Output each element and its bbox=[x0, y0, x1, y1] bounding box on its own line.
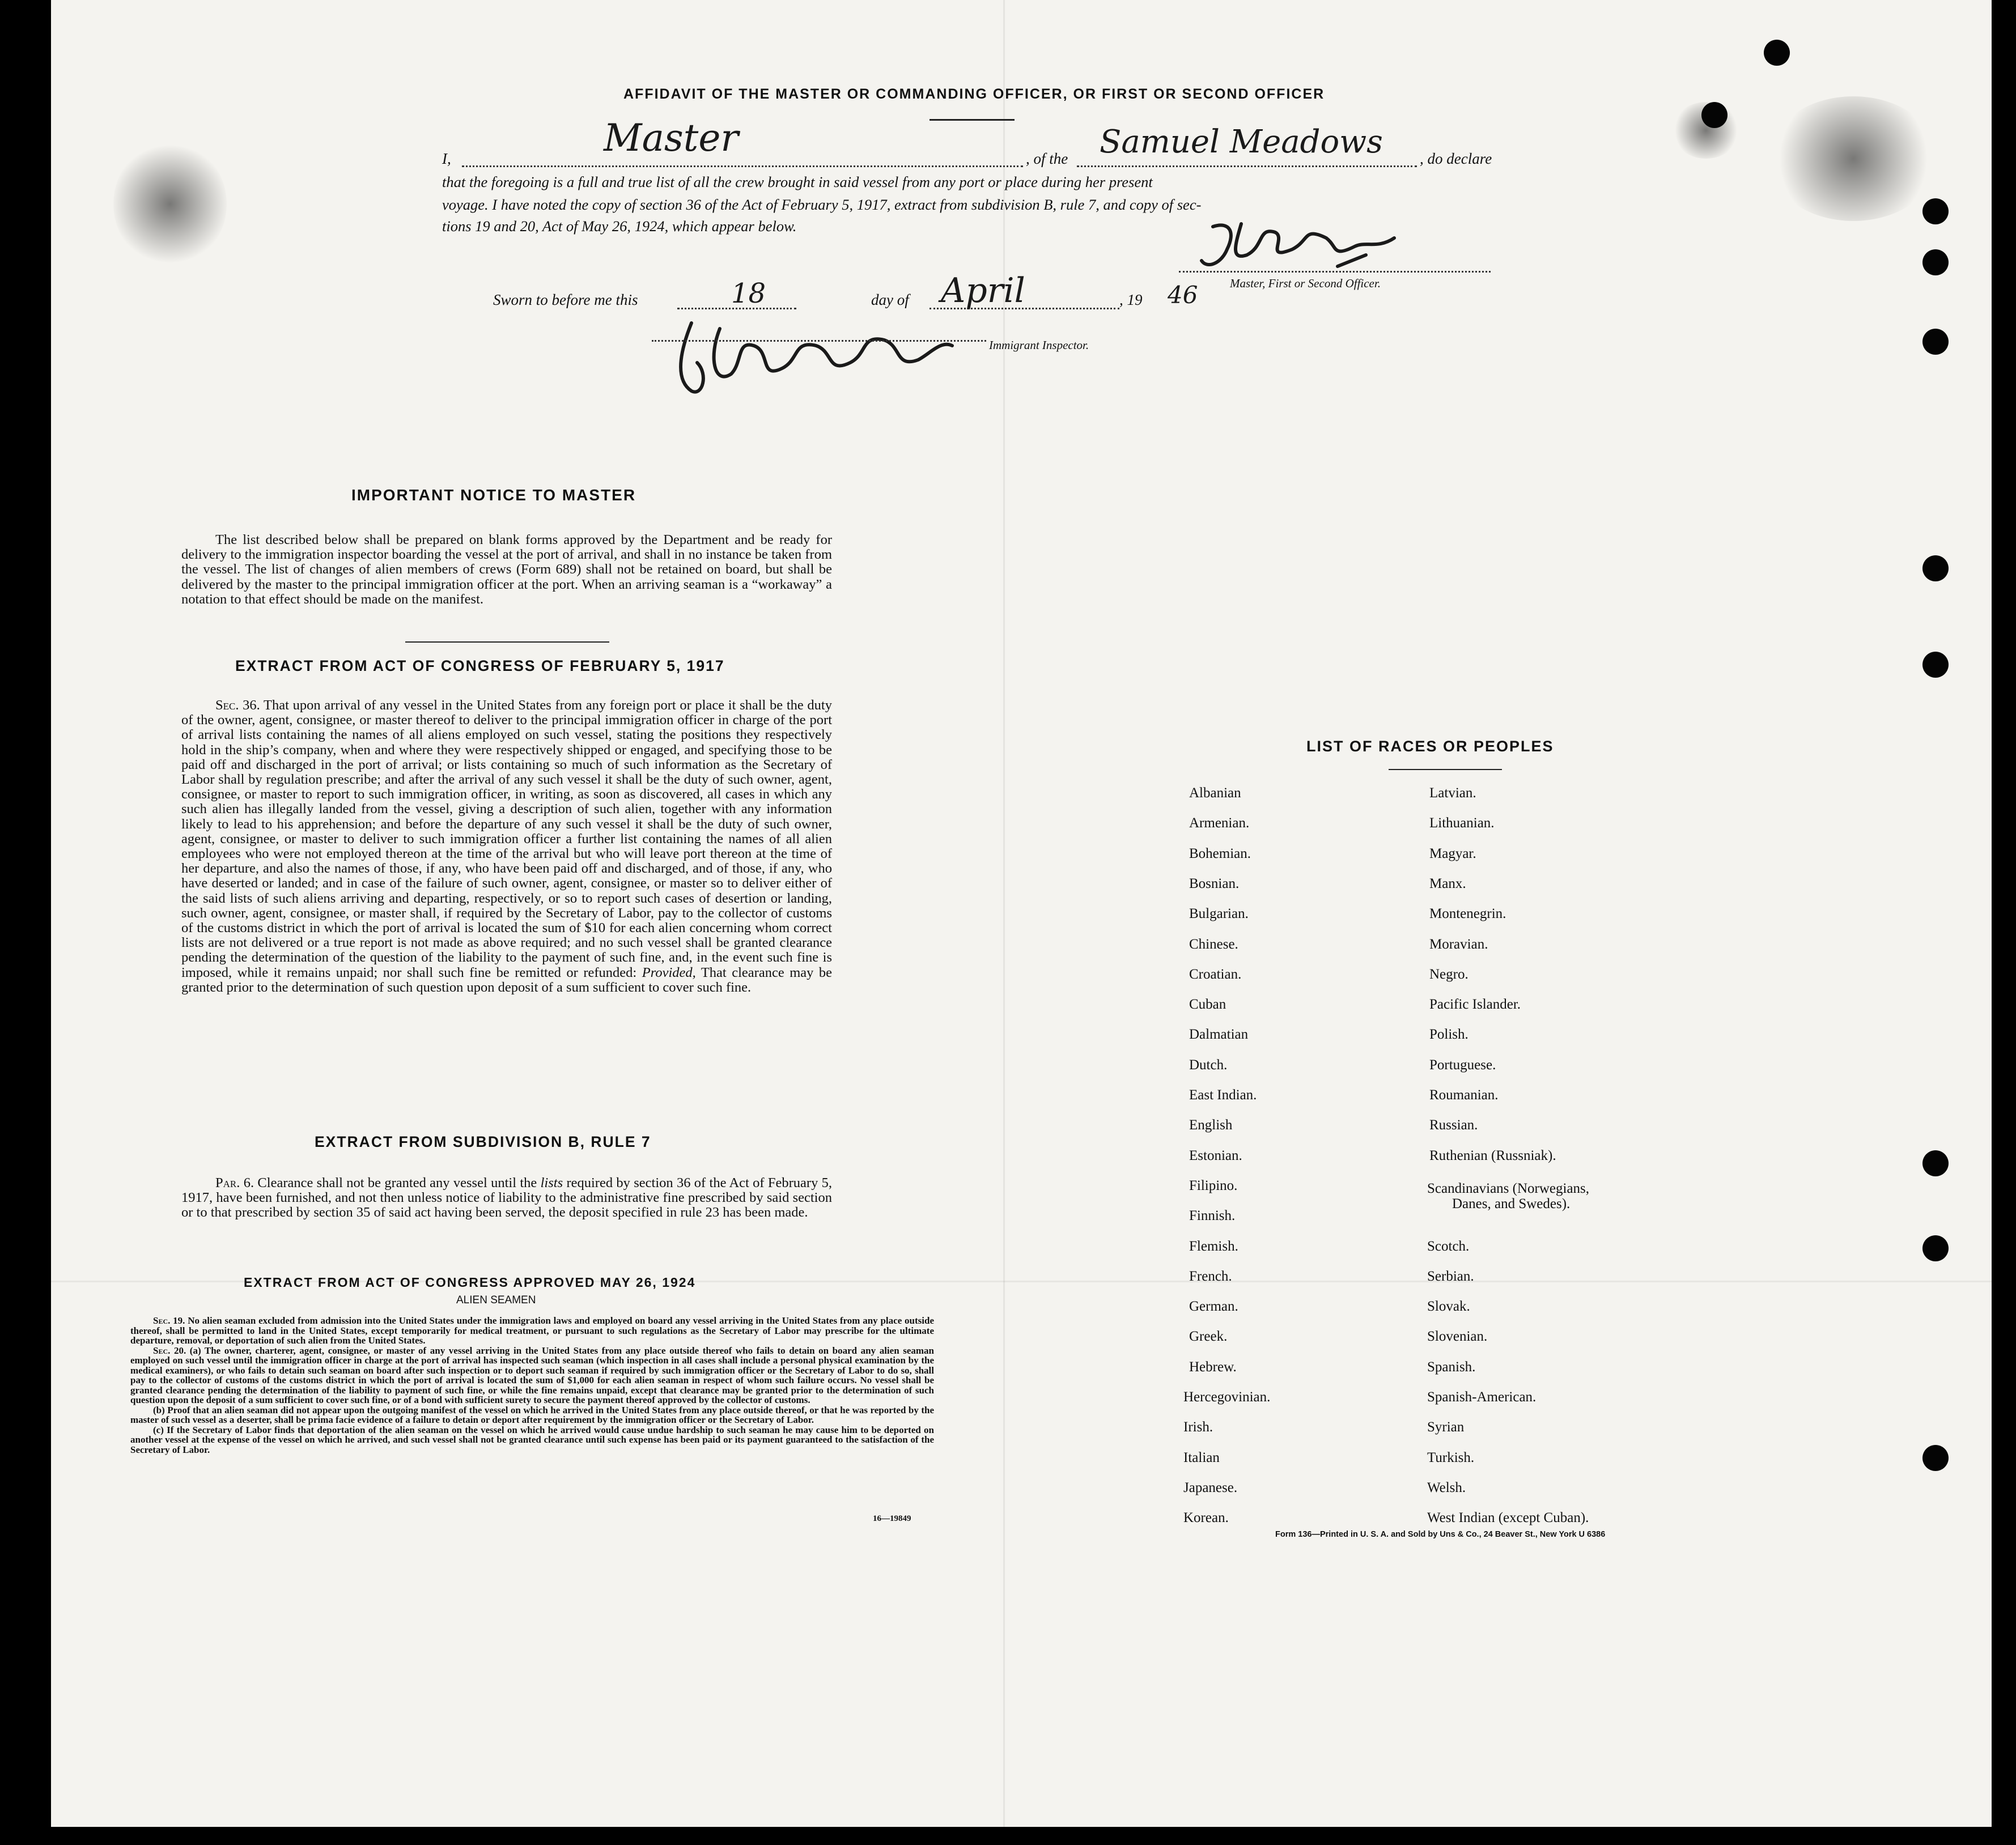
inspector-caption: Immigrant Inspector. bbox=[989, 338, 1089, 352]
race-item-right: Montenegrin. bbox=[1429, 906, 1506, 922]
master-signature-line bbox=[1179, 271, 1491, 273]
inspector-signature-line bbox=[652, 340, 986, 342]
races-rule bbox=[1389, 769, 1502, 770]
race-item-right: Slovak. bbox=[1427, 1299, 1470, 1315]
extract-1917-title: EXTRACT FROM ACT OF CONGRESS OF FEBRUARY 5, 1917 bbox=[235, 657, 725, 674]
race-item-left: French. bbox=[1189, 1268, 1232, 1284]
races-title: LIST OF RACES OR PEOPLES bbox=[1306, 738, 1554, 755]
race-item-right: Welsh. bbox=[1427, 1480, 1466, 1495]
race-item-left: Hercegovinian. bbox=[1183, 1389, 1271, 1405]
punch-hole bbox=[1922, 329, 1949, 355]
race-item-right: Lithuanian. bbox=[1429, 815, 1495, 831]
affidavit-line-4: tions 19 and 20, Act of May 26, 1924, which appear below. bbox=[442, 218, 797, 235]
race-item-left: Chinese. bbox=[1189, 936, 1238, 952]
race-item-left: German. bbox=[1189, 1299, 1238, 1315]
race-item-right: Moravian. bbox=[1429, 936, 1488, 952]
race-item-left: Cuban bbox=[1189, 997, 1226, 1013]
of-the-label: , of the bbox=[1026, 150, 1068, 167]
section-rule bbox=[405, 641, 609, 643]
race-item-left: Croatian. bbox=[1189, 966, 1242, 982]
race-item-left: Dutch. bbox=[1189, 1057, 1228, 1073]
punch-hole bbox=[1922, 652, 1949, 678]
race-item-left: Armenian. bbox=[1189, 815, 1250, 831]
race-item-left: Bulgarian. bbox=[1189, 906, 1249, 922]
race-item-right: Turkish. bbox=[1427, 1449, 1475, 1465]
race-item-right: Slovenian. bbox=[1427, 1329, 1488, 1345]
affidavit-title: AFFIDAVIT OF THE MASTER OR COMMANDING OFFICER, OR FIRST OR SECOND OFFICER bbox=[623, 86, 1325, 102]
punch-hole bbox=[1701, 102, 1728, 128]
month-handwritten: April bbox=[941, 271, 1025, 311]
year-prefix: , 19 bbox=[1119, 291, 1143, 308]
affidavit-line-3: voyage. I have noted the copy of section 36 of the Act of February 5, 1917, extract from subdivision B, rule 7, and copy of sec- bbox=[442, 196, 1202, 213]
race-item-right: Magyar. bbox=[1429, 845, 1476, 861]
punch-hole bbox=[1922, 1445, 1949, 1471]
race-item-right: Latvian. bbox=[1429, 785, 1476, 801]
race-item-right: Polish. bbox=[1429, 1027, 1469, 1043]
race-item-left: Flemish. bbox=[1189, 1238, 1238, 1254]
day-handwritten: 18 bbox=[731, 278, 766, 309]
race-item-left: Japanese. bbox=[1183, 1480, 1238, 1495]
officer-fill-line bbox=[462, 165, 1023, 167]
race-item-left: East Indian. bbox=[1189, 1087, 1257, 1103]
race-item-left: English bbox=[1189, 1117, 1233, 1133]
i-label: I, bbox=[442, 150, 451, 167]
race-item-right: Serbian. bbox=[1427, 1268, 1474, 1284]
ink-stain bbox=[1768, 96, 1938, 221]
race-item-left: Bosnian. bbox=[1189, 875, 1240, 891]
race-item-right: Pacific Islander. bbox=[1429, 997, 1521, 1013]
race-item-left: Italian bbox=[1183, 1449, 1220, 1465]
vessel-fill-line bbox=[1077, 165, 1417, 167]
day-of-label: day of bbox=[871, 291, 909, 308]
race-item-right: Scandinavians (Norwegians, bbox=[1427, 1180, 1590, 1196]
ink-stain bbox=[113, 142, 227, 266]
extract-1917-body: Sec. 36. That upon arrival of any vessel in the United States from any foreign port or place it shall be the duty of the owner, agent, consignee, or master thereof to deliver to the principal immigration officer in charge of the port of arrival lists containing the names of all aliens employed on such vessel, stating the positions they respectively hold in the ship’s company, when and where they were respectively shipped or engaged, and specifying those to be paid off and discharged in the port of arrival; or lists containing so much of such information as the Secretary of Labor shall by regulation prescribe; and after the arrival of any such vessel it shall be the duty of such owner, agent, consignee, or master to report to such immigration officer, in writing, as soon as discovered, all cases in which any such alien has illegally landed from the vessel, giving a description of such alien, together with any information likely to lead to his apprehension; and before the departure of any such vessel it shall be the duty of such owner, agent, consignee, or master to deliver to such immigration officer a further list containing the names of all alien employees who were not employed thereon at the time of the arrival but who will leave port thereon at the time of her departure, and also the names of those, if any, who have been paid off and discharged, and of those, if any, who have deserted or landed; and in case of the failure of such owner, agent, consignee, or master so to deliver either of the said lists of such aliens arriving and departing, respectively, or so to report such cases of desertion or landing, such owner, agent, consignee, or master shall, if required by the Secretary of Labor, pay to the collector of customs of the customs district in which the port of arrival is located the sum of $10 for each alien concerning whom correct lists are not delivered or a true report is not made as above required; and no such vessel shall be granted clearance pending the determination of the question of the liability to the payment of such fine, and, in the event such fine is imposed, while it remains unpaid; nor shall such fine be remitted or refunded: Provided, That clearance may be granted prior to the determination of such question upon deposit of a sum sufficient to cover such fine. bbox=[181, 698, 832, 995]
race-item-right: Spanish-American. bbox=[1427, 1389, 1537, 1405]
race-item-right: Spanish. bbox=[1427, 1359, 1476, 1375]
race-item-left: Dalmatian bbox=[1189, 1027, 1249, 1043]
punch-hole bbox=[1922, 555, 1949, 581]
affidavit-line-2: that the foregoing is a full and true list of all the crew brought in said vessel from any port or place during her present bbox=[442, 173, 1153, 190]
inspector-signature bbox=[657, 306, 975, 402]
punch-hole bbox=[1764, 40, 1790, 66]
race-item-right: Roumanian. bbox=[1429, 1087, 1499, 1103]
year-handwritten: 46 bbox=[1168, 281, 1198, 309]
form-code: 16—19849 bbox=[873, 1514, 911, 1523]
race-item-right: Russian. bbox=[1429, 1117, 1478, 1133]
race-item-left: Greek. bbox=[1189, 1329, 1228, 1345]
printer-footer: Form 136—Printed in U. S. A. and Sold by Uns & Co., 24 Beaver St., New York U 6386 bbox=[1275, 1530, 1606, 1539]
punch-hole bbox=[1922, 1150, 1949, 1176]
race-item-right: Syrian bbox=[1427, 1419, 1465, 1435]
notice-body: The list described below shall be prepared on blank forms approved by the Department and be ready for delivery to the immigration inspector boarding the vessel at the port of arrival, and shall in no instance be taken from the vessel. The list of changes of alien members of crews (Form 689) shall not be retained on board, but shall be delivered by the master to the principal immigration officer at the port. When an arriving seaman is a “workaway” a notation to that effect should be made on the manifest. bbox=[181, 532, 832, 607]
race-item-right: Danes, and Swedes). bbox=[1452, 1196, 1571, 1211]
race-item-left: Finnish. bbox=[1189, 1208, 1236, 1224]
officer-handwritten: Master bbox=[604, 116, 739, 160]
race-item-left: Albanian bbox=[1189, 785, 1241, 801]
notice-title: IMPORTANT NOTICE TO MASTER bbox=[351, 486, 636, 504]
race-item-left: Hebrew. bbox=[1189, 1359, 1237, 1375]
race-item-right: Negro. bbox=[1429, 966, 1469, 982]
race-item-right: Scotch. bbox=[1427, 1238, 1470, 1254]
sworn-label: Sworn to before me this bbox=[493, 291, 638, 308]
rule7-body: Par. 6. Clearance shall not be granted any vessel until the lists required by section 36 of the Act of February 5, 1917, have been furnished, and not then unless notice of liability to the administrative fine prescribed by said section or to that prescribed by section 35 of said act having been served, the deposit specified in rule 23 has been made. bbox=[181, 1175, 833, 1221]
race-item-left: Bohemian. bbox=[1189, 845, 1251, 861]
title-rule bbox=[930, 119, 1015, 121]
alien-seamen-subtitle: ALIEN SEAMEN bbox=[456, 1294, 536, 1306]
extract-1924-title: EXTRACT FROM ACT OF CONGRESS APPROVED MAY 26, 1924 bbox=[244, 1275, 696, 1290]
race-item-left: Estonian. bbox=[1189, 1147, 1242, 1163]
race-item-left: Irish. bbox=[1183, 1419, 1213, 1435]
master-caption: Master, First or Second Officer. bbox=[1230, 277, 1381, 290]
extract-1924-body: Sec. 19. No alien seaman excluded from admission into the United States under the immigration laws and employed on board any vessel arriving in the United States from any place outside thereof, shall be permitted to land in the United States, except temporarily for medical treatment, or pursuant to such regulations as the Secretary of Labor may prescribe for the ultimate departure, removal, or deportation of such alien from the United States. Sec. 20. (a) The owner, charterer, agent, consignee, or master of any vessel arriving in the United States from any place outside thereof who fails to detain on board any alien seaman employed on such vessel until the immigration officer in charge at the port of arrival has inspected such seaman (which inspection in all cases shall include a personal physical examination by the medical examiners), or who fails to detain such seaman on board after such inspection or to deport such seaman if required by such immigration officer or the Secretary of Labor to do so, shall pay to the collector of customs of the customs district in which the port of arrival is located the sum of $1,000 for each alien seaman in respect of whom such failure occurs. No vessel shall be granted clearance pending the determination of the liability to payment of such fine, or while the fine remains unpaid, except that clearance may be granted prior to the determination of such question upon the deposit of a sum sufficient to cover such fine, or of a bond with sufficient surety to secure the payment thereof approved by the collector of customs. (b) Proof that an alien seaman did not appear upon the outgoing manifest of the vessel on which he arrived in the United States from any place outside thereof, or that he was reported by the master of such vessel as a deserter, shall be prima facie evidence of a failure to detain or deport after requirement by the immigration officer or the Secretary of Labor. (c) If the Secretary of Labor finds that deportation of the alien seaman on the vessel on which he arrived would cause undue hardship to such seaman he may cause him to be deported on another vessel at the expense of the vessel on which he arrived, and such vessel shall not be granted clearance until such expense has been paid or its payment guaranteed to the satisfaction of the Secretary of Labor. bbox=[130, 1315, 935, 1455]
master-signature bbox=[1196, 215, 1462, 278]
vessel-handwritten: Samuel Meadows bbox=[1100, 124, 1383, 160]
race-item-left: Korean. bbox=[1183, 1510, 1229, 1526]
race-item-left: Filipino. bbox=[1189, 1177, 1238, 1193]
rule7-title: EXTRACT FROM SUBDIVISION B, RULE 7 bbox=[315, 1133, 651, 1150]
punch-hole bbox=[1922, 198, 1949, 224]
race-item-right: Portuguese. bbox=[1429, 1057, 1496, 1073]
do-declare-label: , do declare bbox=[1420, 150, 1492, 167]
race-item-right: Ruthenian (Russniak). bbox=[1429, 1147, 1556, 1163]
punch-hole bbox=[1922, 249, 1949, 275]
race-item-right: Manx. bbox=[1429, 875, 1466, 891]
punch-hole bbox=[1922, 1235, 1949, 1261]
race-item-right: West Indian (except Cuban). bbox=[1427, 1510, 1589, 1526]
